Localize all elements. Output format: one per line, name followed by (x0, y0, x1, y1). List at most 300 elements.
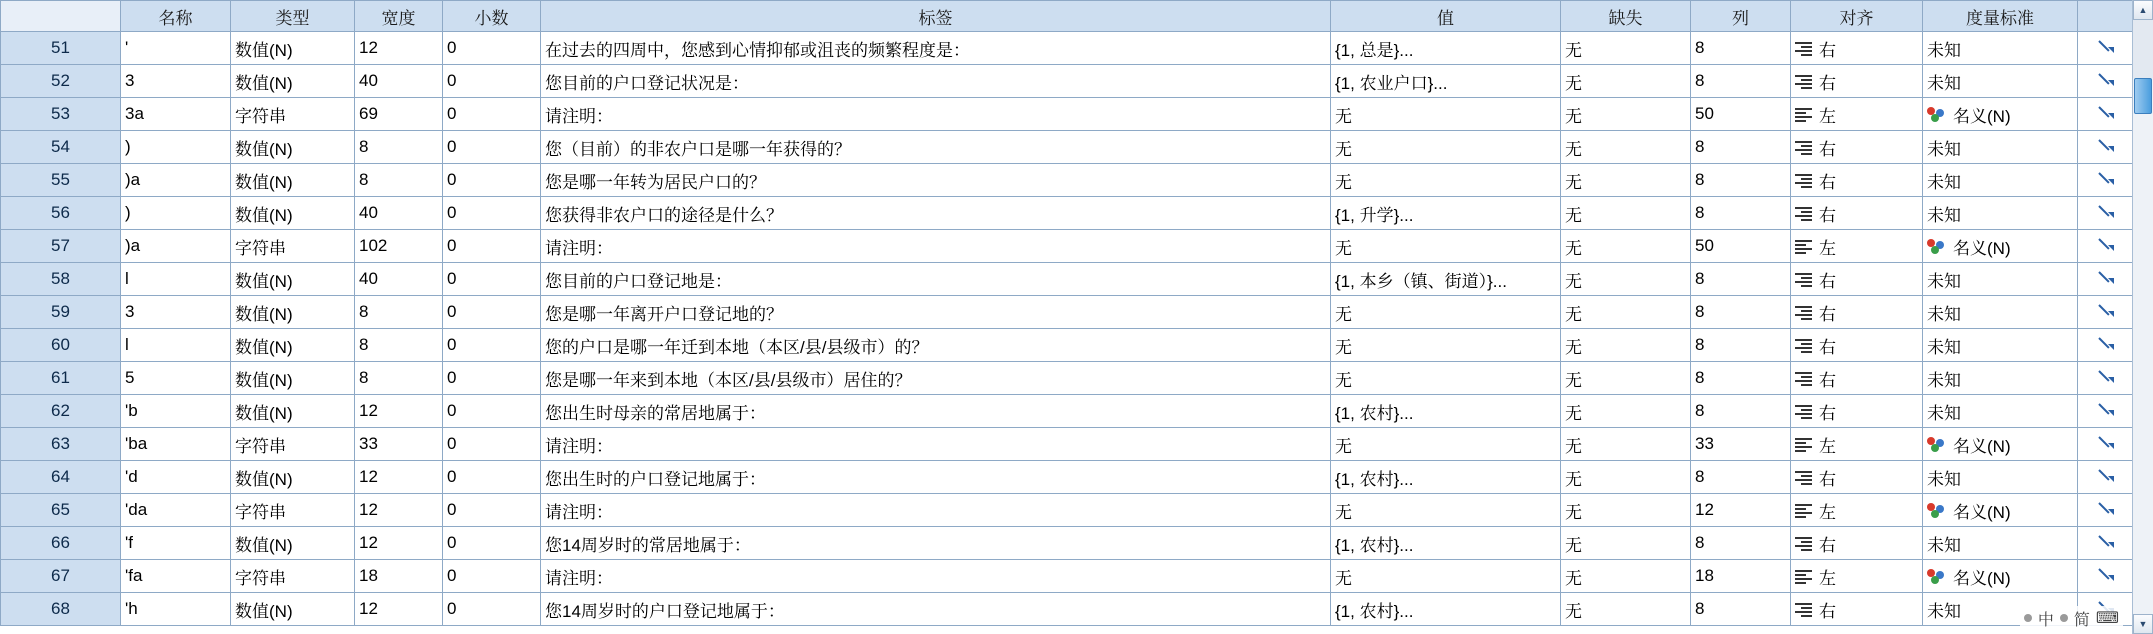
cell-label[interactable]: 您14周岁时的常居地属于： (541, 527, 1331, 560)
cell-name[interactable]: 'fa (121, 560, 231, 593)
measure-label: 名义(N) (1953, 436, 2011, 456)
cell-name[interactable]: 3a (121, 98, 231, 131)
cell-width[interactable]: 8 (355, 164, 443, 197)
measure-label: 未知 (1927, 370, 1961, 390)
input-role-arrow-icon[interactable] (2098, 137, 2114, 153)
measure-label: 未知 (1927, 337, 1961, 357)
header-corner[interactable] (1, 1, 121, 32)
row-number-header[interactable]: 57 (1, 230, 121, 263)
measure-label: 未知 (1927, 403, 1961, 423)
cell-label[interactable]: 请注明： (541, 98, 1331, 131)
cell-width[interactable]: 8 (355, 131, 443, 164)
align-right-icon (1795, 405, 1812, 418)
cell-role[interactable] (2078, 197, 2134, 230)
measure-label: 未知 (1927, 469, 1961, 489)
cell-width[interactable]: 12 (355, 527, 443, 560)
cell-align[interactable] (1791, 395, 1923, 428)
cell-align[interactable] (1791, 263, 1923, 296)
table-row[interactable] (1, 164, 2134, 197)
cell-columns[interactable]: 12 (1691, 494, 1791, 527)
cell-align[interactable] (1791, 494, 1923, 527)
ime-mode-label[interactable]: 中 (2037, 611, 2054, 629)
cell-name[interactable]: l (121, 329, 231, 362)
table-row[interactable] (1, 593, 2134, 626)
row-number-header[interactable]: 65 (1, 494, 121, 527)
align-right-icon (1795, 471, 1812, 484)
cell-columns[interactable]: 8 (1691, 164, 1791, 197)
cell-columns[interactable]: 8 (1691, 329, 1791, 362)
row-number-header[interactable]: 54 (1, 131, 121, 164)
cell-name[interactable]: 3 (121, 65, 231, 98)
cell-measure[interactable] (1923, 362, 2078, 395)
align-left-icon (1795, 504, 1812, 517)
cell-name[interactable]: 'ba (121, 428, 231, 461)
cell-missing[interactable]: 无 (1561, 164, 1691, 197)
header-decimals[interactable]: 小数 (443, 1, 541, 32)
cell-role[interactable] (2078, 296, 2134, 329)
align-label: 右 (1819, 469, 1836, 489)
header-label[interactable]: 标签 (541, 1, 1331, 32)
cell-width[interactable]: 8 (355, 362, 443, 395)
cell-measure[interactable] (1923, 65, 2078, 98)
cell-measure[interactable] (1923, 560, 2078, 593)
cell-columns[interactable]: 8 (1691, 263, 1791, 296)
row-number-header[interactable]: 59 (1, 296, 121, 329)
cell-label[interactable]: 您出生时母亲的常居地属于： (541, 395, 1331, 428)
cell-missing[interactable]: 无 (1561, 560, 1691, 593)
header-width[interactable]: 宽度 (355, 1, 443, 32)
cell-columns[interactable]: 8 (1691, 395, 1791, 428)
cell-name[interactable]: 'da (121, 494, 231, 527)
cell-missing[interactable]: 无 (1561, 296, 1691, 329)
cell-name[interactable]: ' (121, 32, 231, 65)
cell-measure[interactable] (1923, 164, 2078, 197)
cell-width[interactable]: 12 (355, 593, 443, 626)
input-role-arrow-icon[interactable] (2098, 401, 2114, 417)
input-role-arrow-icon[interactable] (2098, 434, 2114, 450)
cell-align[interactable] (1791, 527, 1923, 560)
align-left-icon (1795, 438, 1812, 451)
align-right-icon (1795, 603, 1812, 616)
cell-label[interactable]: 您获得非农户口的途径是什么？ (541, 197, 1331, 230)
cell-values[interactable]: 无 (1331, 131, 1561, 164)
cell-align[interactable] (1791, 329, 1923, 362)
scroll-track-upper[interactable] (2133, 20, 2153, 78)
cell-missing[interactable]: 无 (1561, 362, 1691, 395)
table-row[interactable] (1, 98, 2134, 131)
cell-label[interactable]: 您的户口是哪一年迁到本地（本区/县/县级市）的？ (541, 329, 1331, 362)
input-role-arrow-icon[interactable] (2098, 335, 2114, 351)
cell-type[interactable]: 字符串 (231, 428, 355, 461)
cell-align[interactable] (1791, 461, 1923, 494)
table-row[interactable] (1, 560, 2134, 593)
table-row[interactable] (1, 494, 2134, 527)
row-number-header[interactable]: 67 (1, 560, 121, 593)
cell-align[interactable] (1791, 131, 1923, 164)
cell-name[interactable]: )a (121, 230, 231, 263)
cell-name[interactable]: 3 (121, 296, 231, 329)
cell-columns[interactable]: 8 (1691, 461, 1791, 494)
cell-align[interactable] (1791, 65, 1923, 98)
table-row[interactable] (1, 131, 2134, 164)
cell-role[interactable] (2078, 527, 2134, 560)
input-role-arrow-icon[interactable] (2098, 302, 2114, 318)
cell-missing[interactable]: 无 (1561, 461, 1691, 494)
cell-missing[interactable]: 无 (1561, 329, 1691, 362)
cell-width[interactable]: 12 (355, 461, 443, 494)
row-number-header[interactable]: 51 (1, 32, 121, 65)
cell-width[interactable]: 18 (355, 560, 443, 593)
ime-status-bar[interactable] (2020, 606, 2123, 630)
cell-decimals[interactable]: 0 (443, 197, 541, 230)
cell-label[interactable]: 您出生时的户口登记地属于： (541, 461, 1331, 494)
cell-align[interactable] (1791, 428, 1923, 461)
row-number-header[interactable]: 62 (1, 395, 121, 428)
cell-decimals[interactable]: 0 (443, 329, 541, 362)
header-type[interactable]: 类型 (231, 1, 355, 32)
cell-measure[interactable] (1923, 461, 2078, 494)
input-role-arrow-icon[interactable] (2098, 533, 2114, 549)
cell-missing[interactable]: 无 (1561, 527, 1691, 560)
table-row[interactable] (1, 362, 2134, 395)
cell-label[interactable]: 您是哪一年离开户口登记地的？ (541, 296, 1331, 329)
input-role-arrow-icon[interactable] (2098, 104, 2114, 120)
cell-type[interactable]: 字符串 (231, 98, 355, 131)
table-row[interactable] (1, 296, 2134, 329)
cell-values[interactable]: 无 (1331, 296, 1561, 329)
cell-width[interactable]: 40 (355, 263, 443, 296)
cell-align[interactable] (1791, 230, 1923, 263)
measure-label: 未知 (1927, 40, 1961, 60)
cell-values[interactable]: 无 (1331, 428, 1561, 461)
cell-measure[interactable] (1923, 296, 2078, 329)
cell-type[interactable]: 数值(N) (231, 461, 355, 494)
cell-width[interactable]: 33 (355, 428, 443, 461)
cell-columns[interactable]: 8 (1691, 131, 1791, 164)
cell-values[interactable]: 无 (1331, 494, 1561, 527)
cell-label[interactable]: 您目前的户口登记地是： (541, 263, 1331, 296)
cell-decimals[interactable]: 0 (443, 560, 541, 593)
measure-label: 未知 (1927, 205, 1961, 225)
cell-label[interactable]: 请注明： (541, 230, 1331, 263)
cell-type[interactable]: 字符串 (231, 560, 355, 593)
cell-decimals[interactable]: 0 (443, 395, 541, 428)
cell-values[interactable]: 无 (1331, 329, 1561, 362)
cell-label[interactable]: 请注明： (541, 428, 1331, 461)
ime-shape-label[interactable]: 简 (2073, 611, 2090, 629)
cell-missing[interactable]: 无 (1561, 131, 1691, 164)
cell-decimals[interactable]: 0 (443, 494, 541, 527)
cell-label[interactable]: 您是哪一年转为居民户口的？ (541, 164, 1331, 197)
cell-role[interactable] (2078, 560, 2134, 593)
nominal-measure-icon (1927, 569, 1945, 584)
cell-values[interactable]: 无 (1331, 164, 1561, 197)
cell-values[interactable]: {1, 农村}... (1331, 527, 1561, 560)
cell-type[interactable]: 数值(N) (231, 593, 355, 626)
cell-columns[interactable]: 8 (1691, 65, 1791, 98)
cell-label[interactable]: 您（目前）的非农户口是哪一年获得的？ (541, 131, 1331, 164)
align-right-icon (1795, 141, 1812, 154)
cell-decimals[interactable]: 0 (443, 32, 541, 65)
cell-decimals[interactable]: 0 (443, 461, 541, 494)
cell-missing[interactable]: 无 (1561, 197, 1691, 230)
table-row[interactable] (1, 32, 2134, 65)
cell-columns[interactable]: 50 (1691, 230, 1791, 263)
table-row[interactable] (1, 527, 2134, 560)
ime-separator-icon (2060, 614, 2068, 622)
cell-width[interactable]: 40 (355, 65, 443, 98)
cell-role[interactable] (2078, 98, 2134, 131)
table-header-row[interactable] (1, 1, 2134, 32)
header-missing[interactable]: 缺失 (1561, 1, 1691, 32)
cell-measure[interactable] (1923, 263, 2078, 296)
cell-type[interactable]: 数值(N) (231, 65, 355, 98)
cell-width[interactable]: 69 (355, 98, 443, 131)
table-row[interactable] (1, 329, 2134, 362)
row-number-header[interactable]: 55 (1, 164, 121, 197)
cell-columns[interactable]: 8 (1691, 362, 1791, 395)
cell-columns[interactable]: 33 (1691, 428, 1791, 461)
cell-missing[interactable]: 无 (1561, 263, 1691, 296)
row-number-header[interactable]: 52 (1, 65, 121, 98)
cell-decimals[interactable]: 0 (443, 65, 541, 98)
cell-type[interactable]: 字符串 (231, 494, 355, 527)
vertical-scrollbar[interactable] (2132, 0, 2153, 634)
cell-missing[interactable]: 无 (1561, 65, 1691, 98)
input-role-arrow-icon[interactable] (2098, 38, 2114, 54)
row-number-header[interactable]: 53 (1, 98, 121, 131)
cell-role[interactable] (2078, 362, 2134, 395)
header-align[interactable]: 对齐 (1791, 1, 1923, 32)
cell-role[interactable] (2078, 494, 2134, 527)
header-values[interactable]: 值 (1331, 1, 1561, 32)
table-row[interactable] (1, 65, 2134, 98)
cell-align[interactable] (1791, 98, 1923, 131)
header-measure[interactable]: 度量标准 (1923, 1, 2078, 32)
cell-missing[interactable]: 无 (1561, 32, 1691, 65)
cell-missing[interactable]: 无 (1561, 494, 1691, 527)
row-number-header[interactable]: 58 (1, 263, 121, 296)
cell-name[interactable]: 'f (121, 527, 231, 560)
cell-decimals[interactable]: 0 (443, 362, 541, 395)
row-number-header[interactable]: 60 (1, 329, 121, 362)
cell-label[interactable]: 您目前的户口登记状况是： (541, 65, 1331, 98)
cell-width[interactable]: 102 (355, 230, 443, 263)
cell-values[interactable]: {1, 农村}... (1331, 461, 1561, 494)
scroll-up-button[interactable]: ▲ (2133, 0, 2153, 20)
cell-measure[interactable] (1923, 395, 2078, 428)
cell-type[interactable]: 数值(N) (231, 329, 355, 362)
cell-measure[interactable] (1923, 230, 2078, 263)
cell-values[interactable]: 无 (1331, 230, 1561, 263)
cell-type[interactable]: 字符串 (231, 230, 355, 263)
cell-role[interactable] (2078, 461, 2134, 494)
align-label: 左 (1819, 106, 1836, 126)
measure-label: 未知 (1927, 271, 1961, 291)
cell-decimals[interactable]: 0 (443, 428, 541, 461)
cell-align[interactable] (1791, 362, 1923, 395)
table-row[interactable] (1, 197, 2134, 230)
row-number-header[interactable]: 68 (1, 593, 121, 626)
cell-columns[interactable]: 8 (1691, 593, 1791, 626)
cell-role[interactable] (2078, 65, 2134, 98)
cell-width[interactable]: 40 (355, 197, 443, 230)
cell-type[interactable]: 数值(N) (231, 131, 355, 164)
cell-width[interactable]: 12 (355, 395, 443, 428)
input-role-arrow-icon[interactable] (2098, 170, 2114, 186)
ime-toolbox-icon[interactable]: ⌨ (2095, 610, 2119, 627)
cell-role[interactable] (2078, 32, 2134, 65)
cell-role[interactable] (2078, 131, 2134, 164)
cell-columns[interactable]: 18 (1691, 560, 1791, 593)
input-role-arrow-icon[interactable] (2098, 500, 2114, 516)
cell-measure[interactable] (1923, 197, 2078, 230)
scroll-thumb[interactable] (2134, 78, 2152, 114)
cell-width[interactable]: 8 (355, 296, 443, 329)
cell-label[interactable]: 请注明： (541, 494, 1331, 527)
cell-measure[interactable] (1923, 527, 2078, 560)
cell-role[interactable] (2078, 263, 2134, 296)
cell-columns[interactable]: 8 (1691, 32, 1791, 65)
cell-name[interactable]: ) (121, 131, 231, 164)
cell-measure[interactable] (1923, 32, 2078, 65)
cell-columns[interactable]: 50 (1691, 98, 1791, 131)
cell-missing[interactable]: 无 (1561, 593, 1691, 626)
table-body[interactable] (1, 32, 2134, 626)
cell-decimals[interactable]: 0 (443, 164, 541, 197)
cell-missing[interactable]: 无 (1561, 428, 1691, 461)
cell-decimals[interactable]: 0 (443, 230, 541, 263)
table-row[interactable] (1, 461, 2134, 494)
cell-label[interactable]: 请注明： (541, 560, 1331, 593)
cell-width[interactable]: 8 (355, 329, 443, 362)
cell-missing[interactable]: 无 (1561, 98, 1691, 131)
cell-name[interactable]: 5 (121, 362, 231, 395)
cell-values[interactable]: {1, 本乡（镇、街道）}... (1331, 263, 1561, 296)
cell-name[interactable]: ) (121, 197, 231, 230)
cell-type[interactable]: 数值(N) (231, 362, 355, 395)
cell-type[interactable]: 数值(N) (231, 263, 355, 296)
cell-type[interactable]: 数值(N) (231, 32, 355, 65)
cell-decimals[interactable]: 0 (443, 527, 541, 560)
cell-width[interactable]: 12 (355, 494, 443, 527)
cell-name[interactable]: 'h (121, 593, 231, 626)
table-row[interactable] (1, 428, 2134, 461)
cell-name[interactable]: )a (121, 164, 231, 197)
cell-role[interactable] (2078, 230, 2134, 263)
cell-width[interactable]: 12 (355, 32, 443, 65)
header-columns[interactable]: 列 (1691, 1, 1791, 32)
cell-measure[interactable] (1923, 131, 2078, 164)
row-number-header[interactable]: 64 (1, 461, 121, 494)
cell-name[interactable]: 'd (121, 461, 231, 494)
header-role[interactable] (2078, 1, 2134, 32)
table-row[interactable] (1, 230, 2134, 263)
cell-role[interactable] (2078, 395, 2134, 428)
cell-align[interactable] (1791, 593, 1923, 626)
measure-label: 未知 (1927, 73, 1961, 93)
cell-type[interactable]: 数值(N) (231, 395, 355, 428)
cell-columns[interactable]: 8 (1691, 296, 1791, 329)
nominal-measure-icon (1927, 437, 1945, 452)
cell-values[interactable]: 无 (1331, 362, 1561, 395)
align-label: 右 (1819, 73, 1836, 93)
row-number-header[interactable]: 66 (1, 527, 121, 560)
align-label: 右 (1819, 337, 1836, 357)
cell-measure[interactable] (1923, 428, 2078, 461)
cell-label[interactable]: 您14周岁时的户口登记地属于： (541, 593, 1331, 626)
measure-label: 名义(N) (1953, 568, 2011, 588)
cell-align[interactable] (1791, 197, 1923, 230)
cell-align[interactable] (1791, 560, 1923, 593)
cell-measure[interactable] (1923, 494, 2078, 527)
cell-role[interactable] (2078, 428, 2134, 461)
row-number-header[interactable]: 61 (1, 362, 121, 395)
input-role-arrow-icon[interactable] (2098, 368, 2114, 384)
cell-decimals[interactable]: 0 (443, 263, 541, 296)
cell-values[interactable]: {1, 农村}... (1331, 395, 1561, 428)
cell-type[interactable]: 数值(N) (231, 527, 355, 560)
cell-name[interactable]: 'b (121, 395, 231, 428)
cell-role[interactable] (2078, 164, 2134, 197)
cell-decimals[interactable]: 0 (443, 296, 541, 329)
align-right-icon (1795, 42, 1812, 55)
input-role-arrow-icon[interactable] (2098, 269, 2114, 285)
cell-align[interactable] (1791, 32, 1923, 65)
table-row[interactable] (1, 263, 2134, 296)
cell-values[interactable]: {1, 总是}... (1331, 32, 1561, 65)
input-role-arrow-icon[interactable] (2098, 71, 2114, 87)
cell-decimals[interactable]: 0 (443, 593, 541, 626)
cell-values[interactable]: 无 (1331, 98, 1561, 131)
cell-values[interactable]: {1, 升学}... (1331, 197, 1561, 230)
input-role-arrow-icon[interactable] (2098, 203, 2114, 219)
input-role-arrow-icon[interactable] (2098, 467, 2114, 483)
cell-values[interactable]: {1, 农村}... (1331, 593, 1561, 626)
scroll-down-button[interactable]: ▼ (2133, 614, 2153, 634)
cell-columns[interactable]: 8 (1691, 527, 1791, 560)
cell-type[interactable]: 数值(N) (231, 164, 355, 197)
row-number-header[interactable]: 56 (1, 197, 121, 230)
cell-align[interactable] (1791, 296, 1923, 329)
cell-missing[interactable]: 无 (1561, 230, 1691, 263)
cell-decimals[interactable]: 0 (443, 131, 541, 164)
cell-name[interactable]: l (121, 263, 231, 296)
cell-align[interactable] (1791, 164, 1923, 197)
align-label: 右 (1819, 370, 1836, 390)
cell-label[interactable]: 在过去的四周中，您感到心情抑郁或沮丧的频繁程度是： (541, 32, 1331, 65)
cell-role[interactable] (2078, 329, 2134, 362)
header-name[interactable]: 名称 (121, 1, 231, 32)
cell-missing[interactable]: 无 (1561, 395, 1691, 428)
cell-type[interactable]: 数值(N) (231, 197, 355, 230)
cell-columns[interactable]: 8 (1691, 197, 1791, 230)
table-row[interactable] (1, 395, 2134, 428)
align-right-icon (1795, 339, 1812, 352)
cell-values[interactable]: 无 (1331, 560, 1561, 593)
input-role-arrow-icon[interactable] (2098, 236, 2114, 252)
cell-measure[interactable] (1923, 329, 2078, 362)
cell-decimals[interactable]: 0 (443, 98, 541, 131)
input-role-arrow-icon[interactable] (2098, 566, 2114, 582)
row-number-header[interactable]: 63 (1, 428, 121, 461)
cell-measure[interactable] (1923, 98, 2078, 131)
measure-label: 未知 (1927, 139, 1961, 159)
measure-label: 未知 (1927, 172, 1961, 192)
cell-type[interactable]: 数值(N) (231, 296, 355, 329)
cell-label[interactable]: 您是哪一年来到本地（本区/县/县级市）居住的？ (541, 362, 1331, 395)
cell-values[interactable]: {1, 农业户口}... (1331, 65, 1561, 98)
